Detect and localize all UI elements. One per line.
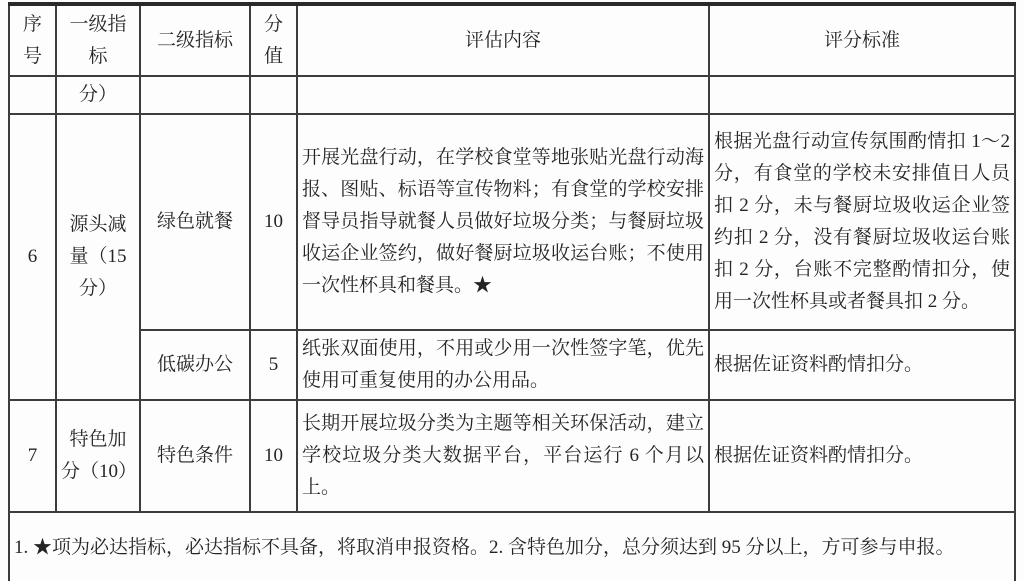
level1-indicator-cell: 特色加分（10） <box>56 400 140 512</box>
carryover-row <box>9 76 1015 114</box>
score-value-cell: 5 <box>250 330 297 400</box>
header-cell-score-value: 分值 <box>250 4 297 76</box>
header-cell-scoring-standard: 评分标准 <box>709 4 1015 76</box>
evaluation-content-cell: 开展光盘行动，在学校食堂等地张贴光盘行动海报、图贴、标语等宣传物料；有食堂的学校安排督导员指导就餐人员做好垃圾分类；与餐厨垃圾收运企业签约，做好餐厨垃圾收运台账；不使用一次性杯具和餐具。★ <box>297 114 709 330</box>
evaluation-content-cell: 纸张双面使用，不用或少用一次性签字笔，优先使用可重复使用的办公用品。 <box>297 330 709 400</box>
level1-indicator-cell: 源头减量（15分） <box>56 114 140 400</box>
header-cell-level2-indicator: 二级指标 <box>140 4 250 76</box>
table-header-row <box>9 4 1015 76</box>
footnote-row <box>9 512 1015 581</box>
carryover-level2-cell <box>140 76 250 114</box>
score-value-cell: 10 <box>250 400 297 512</box>
score-value-cell: 10 <box>250 114 297 330</box>
table-row-6-green-dining <box>9 114 1015 330</box>
serial-number-cell: 7 <box>9 400 56 512</box>
footnote-cell: 1. ★项为必达指标，必达指标不具备，将取消申报资格。2. 含特色加分，总分须达到 95 分以上，方可参与申报。 <box>9 512 1015 581</box>
serial-number-cell: 6 <box>9 114 56 400</box>
evaluation-table <box>8 2 1016 581</box>
header-cell-level1-indicator: 一级指标 <box>56 4 140 76</box>
level2-indicator-cell: 特色条件 <box>140 400 250 512</box>
carryover-level1-fragment-cell: 分） <box>56 76 140 114</box>
carryover-serial-cell <box>9 76 56 114</box>
evaluation-content-cell: 长期开展垃圾分类为主题等相关环保活动，建立学校垃圾分类大数据平台，平台运行 6 个月以上。 <box>297 400 709 512</box>
table-row-6-low-carbon-office <box>9 330 1015 400</box>
level2-indicator-cell: 低碳办公 <box>140 330 250 400</box>
table-row-7-special-bonus <box>9 400 1015 512</box>
scoring-standard-cell: 根据光盘行动宣传氛围酌情扣 1～2 分，有食堂的学校未安排值日人员扣 2 分，未与餐厨垃圾收运企业签约扣 2 分，没有餐厨垃圾收运台账扣 2 分，台账不完整酌情扣分，使用一次性杯具或者餐具扣 2 分。 <box>709 114 1015 330</box>
header-cell-serial-number: 序号 <box>9 4 56 76</box>
carryover-score-cell <box>250 76 297 114</box>
carryover-content-cell <box>297 76 709 114</box>
level2-indicator-cell: 绿色就餐 <box>140 114 250 330</box>
scoring-standard-cell: 根据佐证资料酌情扣分。 <box>709 400 1015 512</box>
carryover-standard-cell <box>709 76 1015 114</box>
scoring-standard-cell: 根据佐证资料酌情扣分。 <box>709 330 1015 400</box>
header-cell-evaluation-content: 评估内容 <box>297 4 709 76</box>
